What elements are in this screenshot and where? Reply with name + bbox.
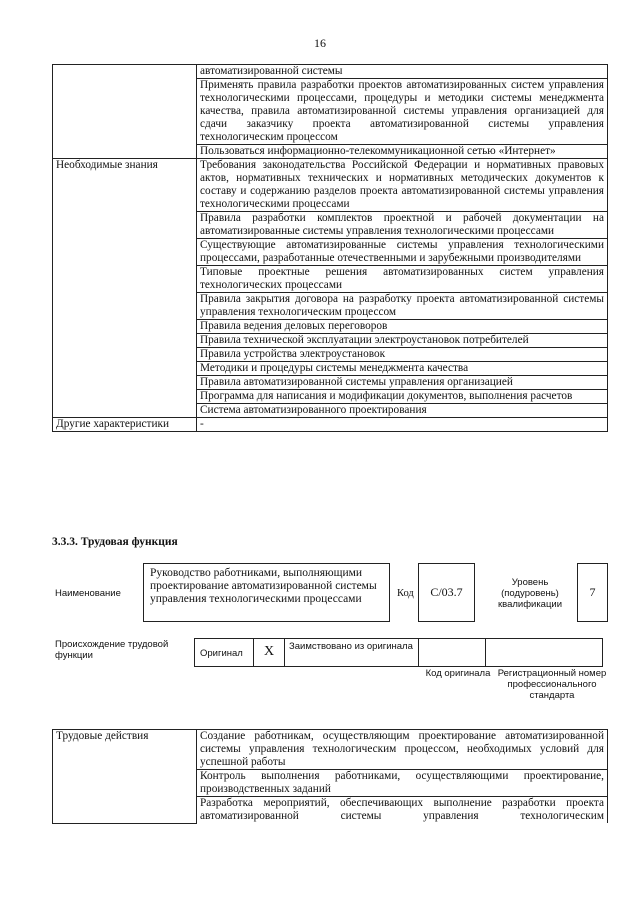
table-cell: Правила устройства электроустановок: [197, 348, 608, 362]
actions-table: [52, 729, 608, 824]
level-label: Уровень (подуровень) квалификации: [497, 577, 563, 610]
table-row: [53, 418, 608, 432]
row-label: Необходимые знания: [53, 159, 197, 418]
table-row: [53, 159, 608, 212]
page-number: 16: [314, 36, 326, 50]
code-value: C/03.7: [418, 563, 475, 622]
origin-code-cell: [418, 638, 486, 667]
function-name: Руководство работниками, выполняющими проектирование автоматизированной системы управления технологическими процессами: [143, 563, 390, 622]
table-cell: Требования законодательства Российской Федерации и нормативных правовых актов, нормативных технических и нормативных методических документов к составу и содержанию разделов проекта автоматизированной системы управления технологическими процессами: [197, 159, 608, 212]
table-cell: автоматизированной системы: [197, 65, 608, 79]
origin-label: Происхождение трудовой функции: [55, 639, 169, 661]
name-label: Наименование: [55, 588, 121, 599]
borrowed-label: Заимствовано из оригинала: [284, 638, 419, 667]
table-cell: Контроль выполнения работниками, осуществляющими проектирование, производственных заданий: [197, 770, 608, 797]
knowledge-table: [52, 64, 608, 432]
origin-row: [194, 638, 603, 667]
code-label: Код: [397, 588, 414, 599]
table-cell: Методики и процедуры системы менеджмента качества: [197, 362, 608, 376]
reg-number-cell: [485, 638, 603, 667]
table-cell: Пользоваться информационно-телекоммуникационной сетью «Интернет»: [197, 145, 608, 159]
table-cell: Система автоматизированного проектирования: [197, 404, 608, 418]
table-cell: Правила закрытия договора на разработку проекта автоматизированной системы управления технологическим процессом: [197, 293, 608, 320]
table-cell: Программа для написания и модификации документов, выполнения расчетов: [197, 390, 608, 404]
original-mark: X: [253, 638, 285, 667]
table-cell: Правила ведения деловых переговоров: [197, 320, 608, 334]
row-label: Трудовые действия: [53, 730, 197, 824]
level-value: 7: [577, 563, 608, 622]
section-title: 3.3.3. Трудовая функция: [52, 536, 178, 548]
table-cell: Правила автоматизированной системы управления организацией: [197, 376, 608, 390]
original-label: Оригинал: [194, 638, 254, 667]
origin-code-label: Код оригинала: [425, 668, 491, 679]
table-cell: Правила разработки комплектов проектной и рабочей документации на автоматизированные системы управления технологическими процессами: [197, 212, 608, 239]
table-cell: Правила технической эксплуатации электроустановок потребителей: [197, 334, 608, 348]
row-label: Другие характеристики: [53, 418, 197, 432]
table-row: [53, 65, 608, 79]
table-cell: -: [197, 418, 608, 432]
table-row: [53, 730, 608, 770]
table-cell: Создание работникам, осуществляющим проектирование автоматизированной системы управления технологическим процессом, необходимых условий для успешной работы: [197, 730, 608, 770]
table-cell: Применять правила разработки проектов автоматизированных систем управления технологическими процессами, процедуры и методики системы менеджмента качества, правила автоматизированной системы управления организацией для сдачи заказчику проекта автоматизированной системы управления технологическим процессом: [197, 79, 608, 145]
table-cell: Существующие автоматизированные системы управления технологическими процессами, разработанные отечественными и зарубежными производителями: [197, 239, 608, 266]
reg-number-label: Регистрационный номер профессионального стандарта: [497, 668, 607, 701]
table-cell: Типовые проектные решения автоматизированных систем управления технологических процессами: [197, 266, 608, 293]
row-label: [53, 65, 197, 159]
table-cell: Разработка мероприятий, обеспечивающих выполнение разработки проекта автоматизированной системы управления технологическим: [197, 797, 608, 824]
